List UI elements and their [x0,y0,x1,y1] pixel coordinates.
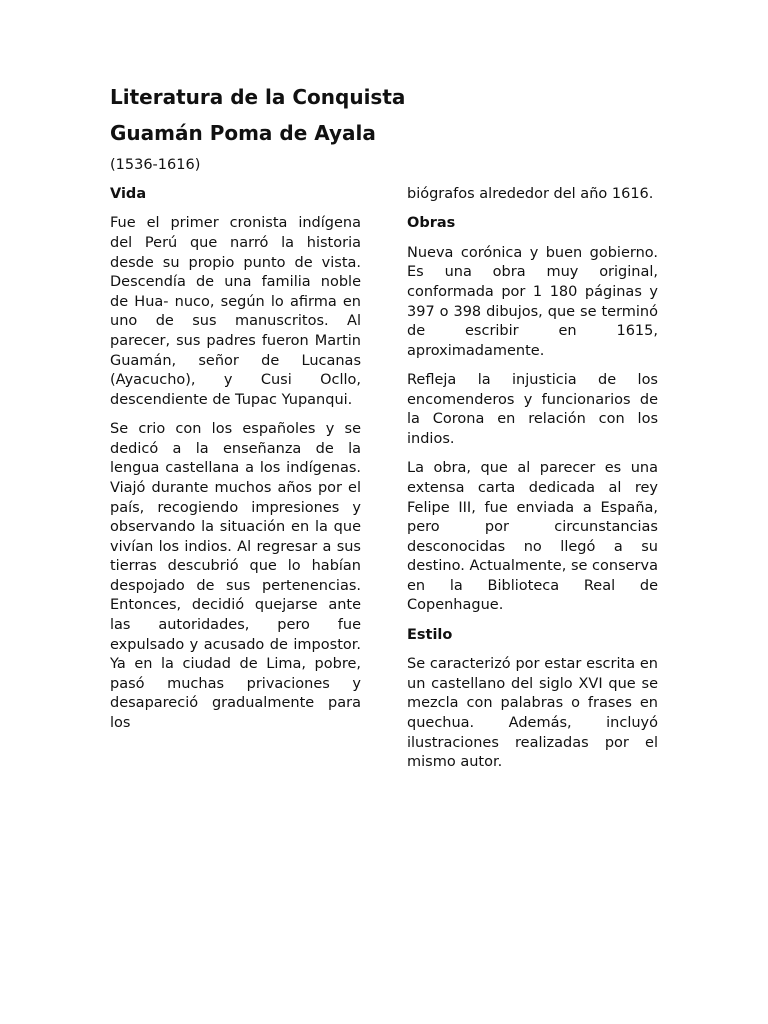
section-heading-vida: Vida [110,186,147,202]
section-heading-obras: Obras [407,215,456,232]
section-heading-estilo: Estilo [407,626,453,643]
author-dates: (1536-1616) [110,157,201,173]
obras-paragraph-1: Nueva corónica y buen gobierno. Es una obra muy original, conformada por 1 180 páginas y 397 o 398 dibujos, que se terminó de escribir en 1615, aproximadamente. [407,244,658,359]
estilo-paragraph: Se caracterizó por estar escrita en un castellano del siglo XVI que se mezcla con palabras o frases en quechua. Además, incluyó ilustraciones realizadas por el mismo autor. [407,656,658,771]
left-column [110,185,361,743]
vida-paragraph-1: Fue el primer cronista indígena del Perú que narró la historia desde su propio punto de vista. Descendía de una familia noble de Hua- nuco, según lo afirma en uno de sus manuscritos. Al parecer, sus padres fueron Martin Guamán, señor de Lucanas (Ayacucho), y Cusi Ocllo, descendiente de Tupac Yupanqui. [110,215,361,408]
obras-paragraph-3: La obra, que al parecer es una extensa carta dedicada al rey Felipe III, fue enviada a España, pero por circunstancias desconocidas no llegó a su destino. Actualmente, se conserva en la Biblioteca Real de Copenhague. [407,460,658,614]
vida-paragraph-2: Se crio con los españoles y se dedicó a la enseñanza de la lengua castellana a los indígenas. Viajó durante muchos años por el país, recogiendo impresiones y observando la situación en la que vivían los indios. Al regresar a sus tierras descubrió que lo habían despojado de sus pertenencias. Entonces, decidió quejarse ante las autoridades, pero fue expulsado y acusado de impostor. Ya en la ciudad de Lima, pobre, pasó muchas privaciones y desapareció gradualmente para los [110,421,361,732]
right-column [407,185,658,783]
obras-paragraph-2: Refleja la injusticia de los encomenderos y funcionarios de la Corona en relación con los indios. [407,372,658,447]
author-title: Guamán Poma de Ayala [110,121,376,145]
page-title: Literatura de la Conquista [110,85,406,109]
vida-paragraph-2-continued: biógrafos alrededor del año 1616. [407,186,654,202]
